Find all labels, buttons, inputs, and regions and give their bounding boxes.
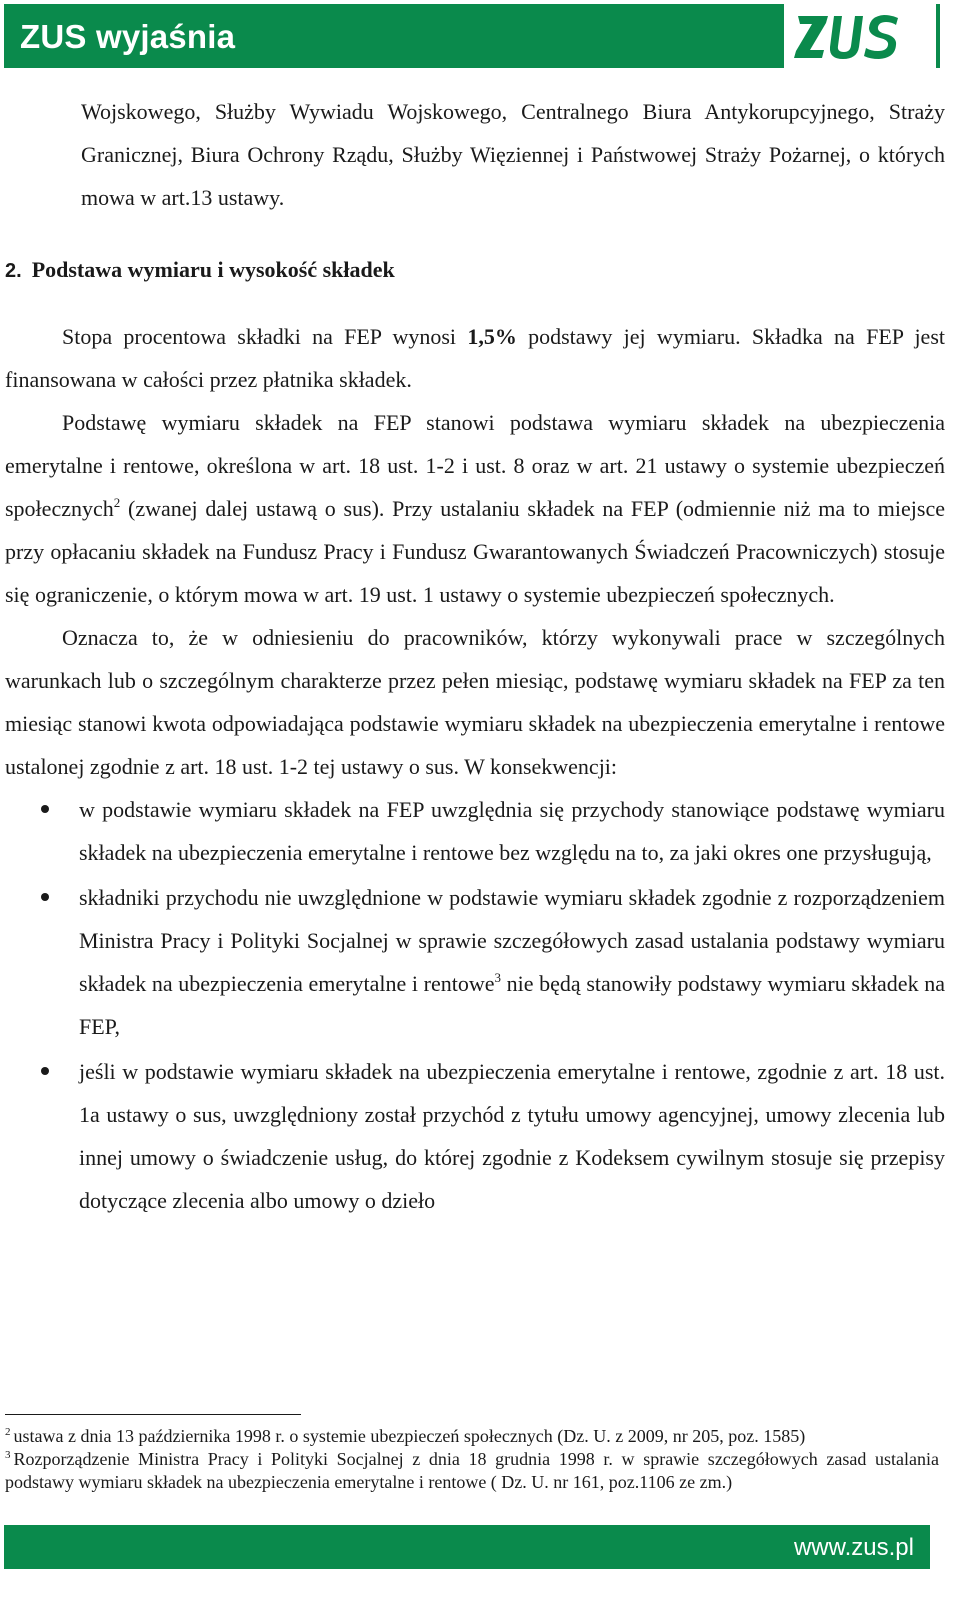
paragraph-rate-text: Stopa procentowa składki na FEP wynosi	[62, 324, 468, 349]
footnotes	[5, 1425, 939, 1494]
list-item-text: w podstawie wymiaru składek na FEP uwzględnia się przychody stanowiące podstawę wymiaru składek na ubezpieczenia emerytalne i rentowe bez względu na to, za jaki okres one przysługują,	[79, 797, 945, 865]
rate-value: 1,5%	[467, 324, 517, 349]
list-item	[5, 788, 945, 874]
document-body	[5, 90, 945, 1224]
bullet-icon	[41, 805, 49, 813]
footnote-2-text: ustawa z dnia 13 października 1998 r. o systemie ubezpieczeń społecznych (Dz. U. z 2009, nr 205, poz. 1585)	[13, 1426, 806, 1446]
zus-logo-icon	[794, 8, 914, 64]
consequences-list	[5, 788, 945, 1222]
footer-bar	[4, 1525, 930, 1569]
intro-paragraph: Wojskowego, Służby Wywiadu Wojskowego, Centralnego Biura Antykorupcyjnego, Straży Granicznej, Biura Ochrony Rządu, Służby Więziennej i Państwowej Straży Pożarnej, o których mowa w art.13 ustawy.	[81, 99, 945, 210]
list-item-text: jeśli w podstawie wymiaru składek na ubezpieczenia emerytalne i rentowe, zgodnie z art. 18 ust. 1a ustawy o sus, uwzględniony został przychód z tytułu umowy agencyjnej, umowy zlecenia lub innej umowy o świadczenie usług, do której zgodnie z Kodeksem cywilnym stosuje się przepisy dotyczące zlecenia albo umowy o dzieło	[79, 1059, 945, 1213]
section-title: Podstawa wymiaru i wysokość składek	[31, 257, 395, 282]
logo-text: ZUS	[854, 63, 856, 64]
paragraph-rate	[5, 315, 945, 401]
footnote-3-ref: 3	[5, 1449, 11, 1461]
list-item-text-end: nie będą stanowiły podstawy wymiaru składek na FEP,	[79, 971, 945, 1039]
footnote-3	[5, 1448, 939, 1494]
footnote-2-ref: 2	[5, 1426, 11, 1438]
bullet-icon	[41, 1067, 49, 1075]
bullet-icon	[41, 893, 49, 901]
list-item	[5, 876, 945, 1048]
footer-url-link[interactable]: www.zus.pl	[793, 1534, 914, 1561]
footnote-ref-3[interactable]: 3	[494, 970, 501, 985]
paragraph-basis-text: Podstawę wymiaru składek na FEP stanowi podstawa wymiaru składek na ubezpieczenia emerytalne i rentowe, określona w art. 18 ust. 1-2 i ust. 8 oraz w art. 21 ustawy o systemie ubezpieczeń społecznych	[5, 410, 945, 521]
header-title: ZUS wyjaśnia	[20, 18, 236, 55]
section-heading	[5, 248, 945, 293]
footnote-ref-2[interactable]: 2	[113, 495, 121, 510]
footnote-2	[5, 1425, 939, 1448]
section-number: 2.	[5, 260, 22, 282]
paragraph-basis	[5, 401, 945, 616]
paragraph-rate-text-end: podstawy jej wymiaru. Składka na FEP jest finansowana w całości przez płatnika składek.	[5, 324, 945, 392]
paragraph-meaning: Oznacza to, że w odniesieniu do pracowników, którzy wykonywali prace w szczególnych warunkach lub o szczególnym charakterze przez pełen miesiąc, podstawę wymiaru składek na FEP za ten miesiąc stanowi kwota odpowiadająca podstawie wymiaru składek na ubezpieczenia emerytalne i rentowe ustalonej zgodnie z art. 18 ust. 1-2 tej ustawy o sus. W konsekwencji:	[5, 625, 945, 779]
list-item	[5, 1050, 945, 1222]
footnote-divider	[5, 1414, 301, 1415]
zus-logo	[784, 4, 936, 68]
footnote-3-text: Rozporządzenie Ministra Pracy i Polityki Socjalnej z dnia 18 grudnia 1998 r. w sprawie szczegółowych zasad ustalania podstawy wymiaru składek na ubezpieczenia emerytalne i rentowe ( Dz. U. nr 161, poz.1106 ze zm.)	[5, 1449, 939, 1492]
header-bar	[4, 4, 940, 68]
list-item-text: składniki przychodu nie uwzględnione w podstawie wymiaru składek zgodnie z rozporządzeniem Ministra Pracy i Polityki Socjalnej w sprawie szczegółowych zasad ustalania podstawy wymiaru składek na ubezpieczenia emerytalne i rentowe	[79, 885, 945, 996]
paragraph-basis-text-end: (zwanej dalej ustawą o sus). Przy ustalaniu składek na FEP (odmiennie niż ma to miejsce przy opłacaniu składek na Fundusz Pracy i Fundusz Gwarantowanych Świadczeń Pracowniczych) stosuje się ograniczenie, o którym mowa w art. 19 ust. 1 ustawy o systemie ubezpieczeń społecznych.	[5, 496, 945, 607]
